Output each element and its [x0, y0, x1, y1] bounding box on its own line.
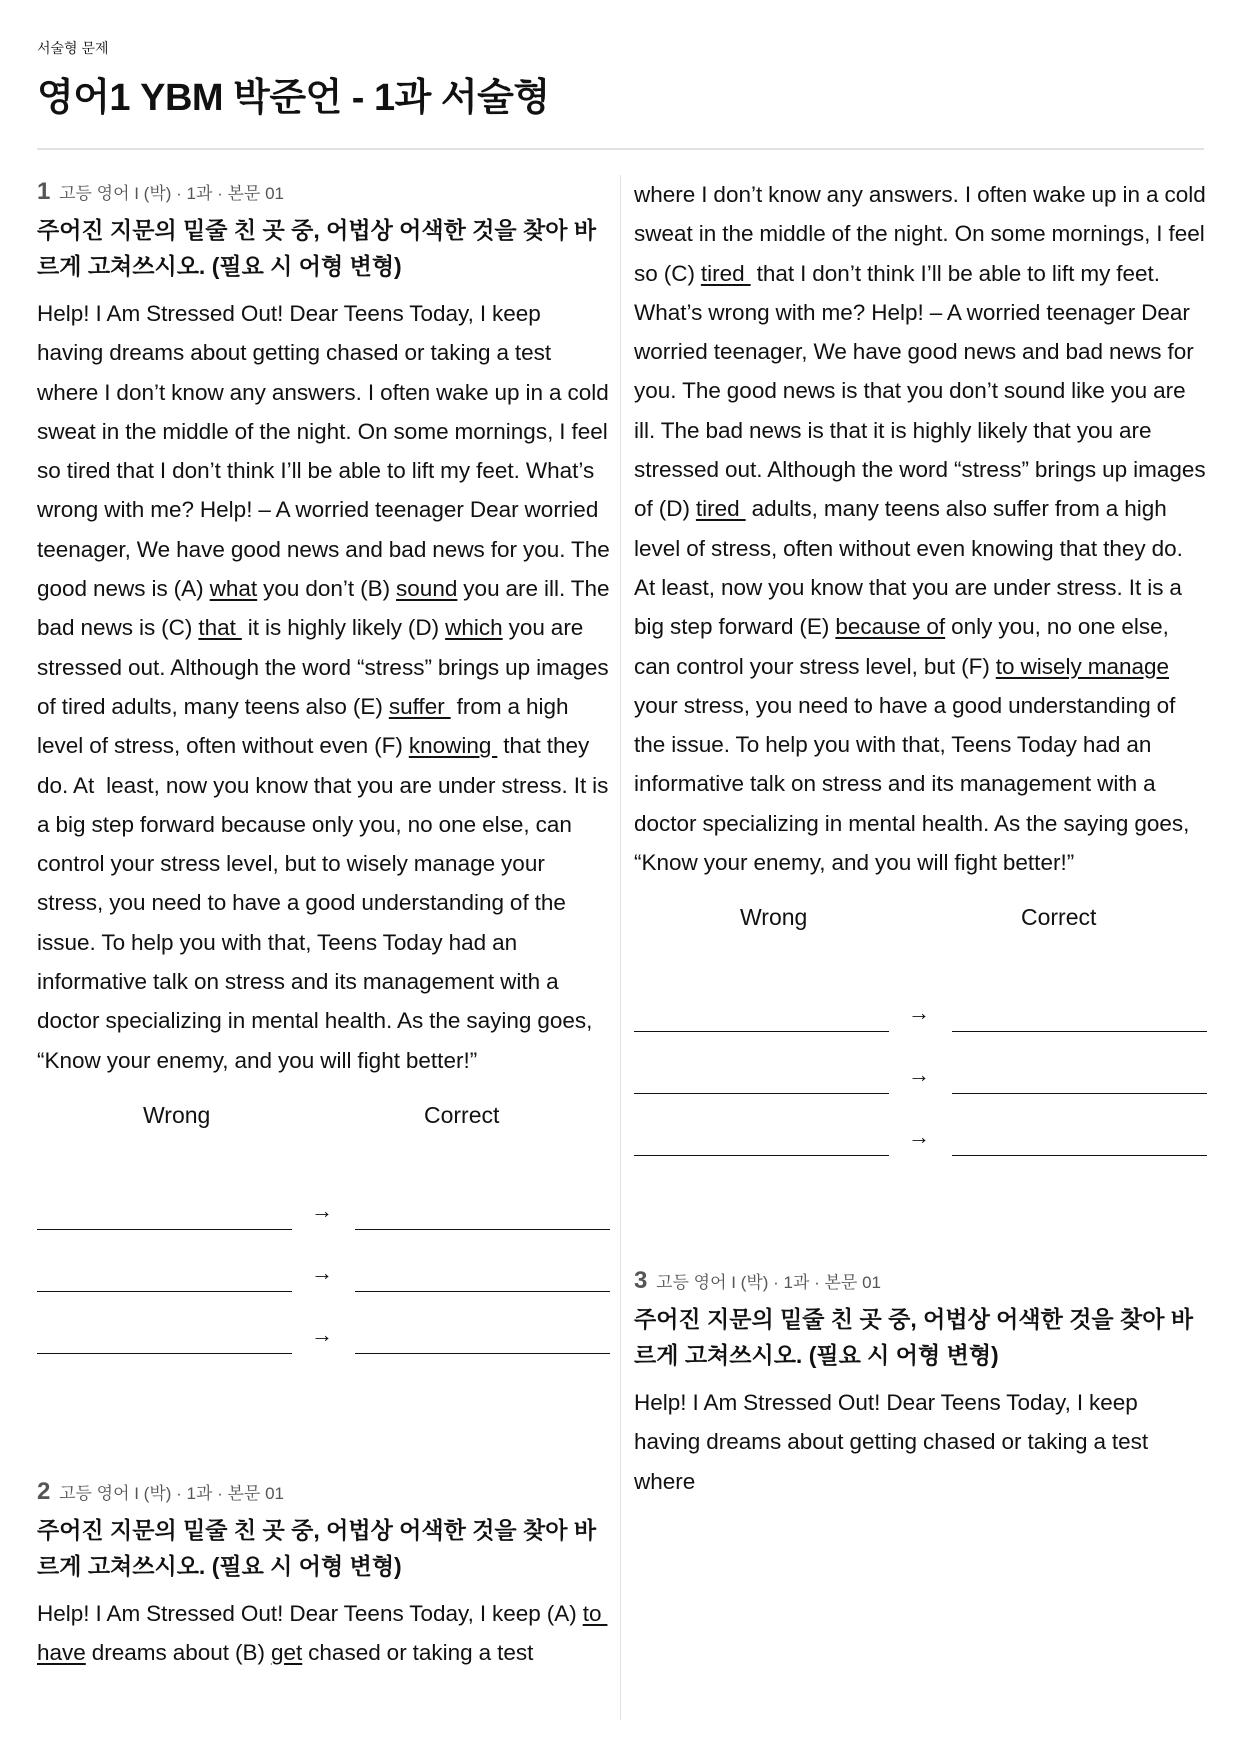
answer-table: [634, 904, 1207, 1154]
passage-text: chased or taking a test: [302, 1640, 534, 1666]
underlined-target: sound: [396, 576, 458, 602]
passage-text: only you, no one else, can control your stress level, but (F): [634, 614, 1175, 679]
arrow-icon: →: [908, 1124, 930, 1150]
answer-row: [37, 1314, 610, 1354]
passage-text: you are ill. The bad news is (C): [37, 576, 616, 641]
arrow-icon: →: [908, 1000, 930, 1026]
question-2-continued: [634, 175, 1212, 1154]
passage-text: Help! I Am Stressed Out! Dear Teens Today, I keep having dreams about getting chased or taking a test where I don’t know any answers. I often wake up in a cold sweat in the middle of the night. On some mornings, I feel so tired that I don’t think I’ll be able to lift my feet. What’s wrong with me? Help! – A worried teenager Dear worried teenager, We have good news and bad news for you. The good news is (A): [37, 301, 616, 602]
underlined-target: which: [445, 615, 503, 641]
question-passage: [37, 294, 616, 1080]
page-title: 영어1 YBM 박준언 - 1과 서술형: [37, 77, 550, 119]
underlined-target: what: [209, 576, 258, 602]
passage-text: it is highly likely (D): [241, 615, 446, 641]
passage-text: adults, many teens also suffer from a high level of stress, often without even knowing that they do. At least, now you know that you are under stress. It is a big step forward (E): [634, 496, 1188, 640]
underlined-target: tired: [700, 260, 751, 286]
correct-column-label: Correct: [1021, 904, 1097, 931]
question-header: [634, 1267, 1207, 1299]
question-header: [37, 178, 610, 210]
passage-text: Help! I Am Stressed Out! Dear Teens Today, I keep having dreams about getting chased or taking a test where: [634, 1390, 1155, 1494]
wrong-answer-blank[interactable]: [634, 1031, 889, 1032]
question-3: [634, 1267, 1207, 1501]
passage-text: from a high level of stress, often without even (F): [37, 693, 575, 759]
answer-row: [634, 1116, 1207, 1156]
correct-answer-blank[interactable]: [355, 1353, 610, 1354]
question-number: 3: [634, 1267, 648, 1294]
underlined-target: that: [198, 615, 242, 641]
question-meta: 고등 영어 I (박) · 1과 · 본문 01: [59, 184, 284, 203]
wrong-answer-blank[interactable]: [37, 1353, 292, 1354]
answer-row: [634, 992, 1207, 1032]
passage-text: you don’t (B): [257, 576, 397, 602]
arrow-icon: →: [311, 1321, 333, 1347]
answer-row: [634, 1054, 1207, 1094]
question-instruction: 주어진 지문의 밑줄 친 곳 중, 어법상 어색한 것을 찾아 바르게 고쳐쓰시오. (필요 시 어형 변형): [634, 1306, 1194, 1368]
question-instruction: 주어진 지문의 밑줄 친 곳 중, 어법상 어색한 것을 찾아 바르게 고쳐쓰시오. (필요 시 어형 변형): [37, 217, 597, 279]
underlined-target: knowing: [408, 733, 498, 759]
wrong-answer-blank[interactable]: [37, 1229, 292, 1230]
wrong-answer-blank[interactable]: [634, 1155, 889, 1156]
question-passage: [37, 1594, 610, 1673]
correct-answer-blank[interactable]: [355, 1291, 610, 1292]
question-number: 1: [37, 178, 51, 205]
question-passage-continued: [634, 175, 1212, 882]
answer-table: [37, 1102, 610, 1352]
passage-text: that they do. At least, now you know that you are under stress. It is a big step forward because only you, no one else, can control your stress level, but to wisely manage your stress, you need to have a good understanding of the issue. To help you with that, Teens Today had an informative talk on stress and its management with a doctor specializing in mental health. As the saying goes, “Know your enemy, and you will fight better!”: [37, 733, 615, 1073]
question-instruction: 주어진 지문의 밑줄 친 곳 중, 어법상 어색한 것을 찾아 바르게 고쳐쓰시오. (필요 시 어형 변형): [37, 1517, 597, 1579]
wrong-answer-blank[interactable]: [634, 1093, 889, 1094]
wrong-column-label: Wrong: [143, 1101, 211, 1128]
correct-column-label: Correct: [424, 1101, 500, 1128]
wrong-answer-blank[interactable]: [37, 1291, 292, 1292]
passage-text: Help! I Am Stressed Out! Dear Teens Today, I keep (A): [37, 1601, 583, 1626]
question-meta: 고등 영어 I (박) · 1과 · 본문 01: [656, 1273, 881, 1292]
arrow-icon: →: [311, 1197, 333, 1223]
question-header: [37, 1478, 610, 1510]
question-passage: [634, 1383, 1207, 1501]
question-number: 2: [37, 1478, 51, 1505]
arrow-icon: →: [311, 1259, 333, 1285]
underlined-target: to have: [37, 1601, 608, 1666]
header-divider: [37, 148, 1204, 150]
passage-text: you are stressed out. Although the word “stress” brings up images of tired adults, many teens also (E): [37, 615, 615, 719]
correct-answer-blank[interactable]: [952, 1093, 1207, 1094]
correct-answer-blank[interactable]: [355, 1229, 610, 1230]
underlined-target: to wisely manage: [995, 653, 1170, 679]
passage-text: dreams about (B): [85, 1640, 271, 1666]
underlined-target: because of: [835, 614, 946, 640]
wrong-column-label: Wrong: [740, 904, 808, 931]
page-kicker: 서술형 문제: [37, 40, 109, 56]
underlined-target: suffer: [388, 693, 451, 719]
passage-text: your stress, you need to have a good understanding of the issue. To help you with that, Teens Today had an informative talk on stress and its management with a doctor specializing in mental health. As the saying goes, “Know your enemy, and you will fight better!”: [634, 653, 1196, 876]
underlined-target: get: [270, 1640, 303, 1666]
answer-row: [37, 1252, 610, 1292]
correct-answer-blank[interactable]: [952, 1031, 1207, 1032]
question-1: [37, 178, 616, 1352]
arrow-icon: →: [908, 1062, 930, 1088]
answer-row: [37, 1190, 610, 1230]
passage-text: that I don’t think I’ll be able to lift my feet. What’s wrong with me? Help! – A worried teenager Dear worried teenager, We have good news and bad news for you. The good news is that you don’t sound like you are ill. The bad news is that it is highly likely that you are stressed out. Although the word “stress” brings up images of (D): [634, 260, 1212, 522]
question-meta: 고등 영어 I (박) · 1과 · 본문 01: [59, 1484, 284, 1503]
correct-answer-blank[interactable]: [952, 1155, 1207, 1156]
passage-text: where I don’t know any answers. I often wake up in a cold sweat in the middle of the night. On some mornings, I feel so (C): [634, 182, 1212, 286]
question-2: [37, 1478, 610, 1673]
underlined-target: tired: [695, 496, 746, 522]
column-divider: [620, 175, 621, 1720]
